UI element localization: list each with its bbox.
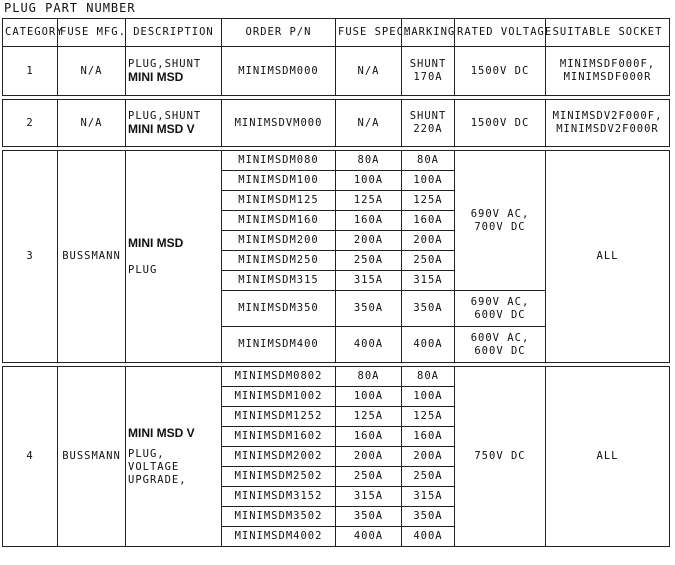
fuse-spec-cell: 200A bbox=[336, 447, 402, 467]
order-pn-cell: MINIMSDM3502 bbox=[222, 507, 336, 527]
voltage-line: 690V AC, bbox=[470, 207, 530, 220]
fuse-mfg-cell: N/A bbox=[58, 100, 126, 147]
voltage-line: 690V AC, bbox=[470, 295, 530, 308]
rated-voltage-cell: 750V DC bbox=[455, 367, 546, 547]
fuse-spec-cell: 315A bbox=[336, 487, 402, 507]
order-pn-cell: MINIMSDM400 bbox=[222, 327, 336, 363]
rated-voltage-cell: 1500V DC bbox=[455, 47, 546, 96]
fuse-spec-cell: 250A bbox=[336, 467, 402, 487]
fuse-spec-cell: 315A bbox=[336, 271, 402, 291]
order-pn-cell: MINIMSDM125 bbox=[222, 191, 336, 211]
fuse-spec-cell: N/A bbox=[336, 47, 402, 96]
description-text: UPGRADE, bbox=[128, 473, 187, 486]
description-text: PLUG,SHUNT bbox=[128, 58, 202, 70]
header-description: DESCRIPTION bbox=[126, 19, 222, 47]
marking-cell: 400A bbox=[402, 327, 455, 363]
marking-cell: 315A bbox=[402, 487, 455, 507]
socket-line: MINIMSDV2F000R bbox=[556, 123, 659, 135]
order-pn-cell: MINIMSDM1602 bbox=[222, 427, 336, 447]
header-suitable-socket: SUITABLE SOCKET bbox=[546, 19, 670, 47]
marking-cell: 250A bbox=[402, 467, 455, 487]
category-cell: 3 bbox=[3, 151, 58, 363]
marking-cell: 100A bbox=[402, 171, 455, 191]
marking-cell: 400A bbox=[402, 527, 455, 547]
voltage-line: 600V DC bbox=[474, 308, 526, 321]
marking-line: SHUNT bbox=[409, 58, 447, 70]
fuse-spec-cell: 100A bbox=[336, 387, 402, 407]
fuse-spec-cell: 350A bbox=[336, 291, 402, 327]
marking-cell: 125A bbox=[402, 407, 455, 427]
fuse-spec-cell: 250A bbox=[336, 251, 402, 271]
header-fuse-mfg: FUSE MFG. bbox=[58, 19, 126, 47]
header-rated-voltage: RATED VOLTAGE bbox=[455, 19, 546, 47]
fuse-spec-cell: 100A bbox=[336, 171, 402, 191]
fuse-mfg-cell: N/A bbox=[58, 47, 126, 96]
table-row-category-1 bbox=[3, 47, 670, 96]
marking-line: 170A bbox=[413, 71, 443, 83]
marking-cell: 350A bbox=[402, 507, 455, 527]
marking-cell: 125A bbox=[402, 191, 455, 211]
order-pn-cell: MINIMSDM100 bbox=[222, 171, 336, 191]
socket-line: MINIMSDV2F000F, bbox=[552, 110, 663, 122]
page-title: PLUG PART NUMBER bbox=[4, 1, 136, 15]
order-pn-cell: MINIMSDM350 bbox=[222, 291, 336, 327]
voltage-line: 600V DC bbox=[474, 344, 526, 357]
socket-cell: ALL bbox=[546, 367, 670, 547]
marking-cell: 80A bbox=[402, 367, 455, 387]
marking-cell: 160A bbox=[402, 427, 455, 447]
order-pn-cell: MINIMSDM080 bbox=[222, 151, 336, 171]
header-order-pn: ORDER P/N bbox=[222, 19, 336, 47]
header-marking: MARKING bbox=[402, 19, 455, 47]
fuse-spec-cell: 200A bbox=[336, 231, 402, 251]
table-row-category-2 bbox=[3, 100, 670, 147]
fuse-spec-cell: N/A bbox=[336, 100, 402, 147]
header-category: CATEGORY bbox=[3, 19, 58, 47]
voltage-line: 600V AC, bbox=[470, 331, 530, 344]
order-pn-cell: MINIMSDM3152 bbox=[222, 487, 336, 507]
marking-line: 220A bbox=[413, 123, 443, 135]
description-cell bbox=[126, 100, 222, 147]
order-pn-cell: MINIMSDM0802 bbox=[222, 367, 336, 387]
fuse-spec-cell: 160A bbox=[336, 427, 402, 447]
socket-line: MINIMSDF000R bbox=[563, 71, 652, 83]
marking-cell: 200A bbox=[402, 447, 455, 467]
socket-cell bbox=[546, 47, 670, 96]
marking-cell: 80A bbox=[402, 151, 455, 171]
socket-cell: ALL bbox=[546, 151, 670, 363]
category-cell: 4 bbox=[3, 367, 58, 547]
rated-voltage-cell bbox=[455, 327, 546, 363]
order-pn-cell: MINIMSDVM000 bbox=[222, 100, 336, 147]
description-cell bbox=[126, 151, 222, 363]
description-cell bbox=[126, 47, 222, 96]
marking-cell: 350A bbox=[402, 291, 455, 327]
category-cell: 1 bbox=[3, 47, 58, 96]
fuse-spec-cell: 400A bbox=[336, 327, 402, 363]
marking-cell: 200A bbox=[402, 231, 455, 251]
marking-cell: 100A bbox=[402, 387, 455, 407]
description-text: VOLTAGE bbox=[128, 460, 180, 473]
marking-line: SHUNT bbox=[409, 110, 447, 122]
order-pn-cell: MINIMSDM200 bbox=[222, 231, 336, 251]
fuse-spec-cell: 80A bbox=[336, 151, 402, 171]
rated-voltage-cell: 1500V DC bbox=[455, 100, 546, 147]
rated-voltage-cell bbox=[455, 151, 546, 291]
order-pn-cell: MINIMSDM4002 bbox=[222, 527, 336, 547]
marking-cell: 160A bbox=[402, 211, 455, 231]
marking-cell bbox=[402, 100, 455, 147]
description-product: MINI MSD bbox=[128, 235, 184, 250]
table-row bbox=[3, 151, 670, 171]
order-pn-cell: MINIMSDM2002 bbox=[222, 447, 336, 467]
socket-cell bbox=[546, 100, 670, 147]
order-pn-cell: MINIMSDM315 bbox=[222, 271, 336, 291]
order-pn-cell: MINIMSDM000 bbox=[222, 47, 336, 96]
description-text: PLUG,SHUNT bbox=[128, 110, 202, 122]
fuse-mfg-cell: BUSSMANN bbox=[58, 367, 126, 547]
category-cell: 2 bbox=[3, 100, 58, 147]
order-pn-cell: MINIMSDM2502 bbox=[222, 467, 336, 487]
order-pn-cell: MINIMSDM160 bbox=[222, 211, 336, 231]
fuse-mfg-cell: BUSSMANN bbox=[58, 151, 126, 363]
marking-cell bbox=[402, 47, 455, 96]
fuse-spec-cell: 125A bbox=[336, 407, 402, 427]
description-text: PLUG bbox=[128, 263, 158, 276]
header-fuse-spec: FUSE SPEC. bbox=[336, 19, 402, 47]
marking-cell: 315A bbox=[402, 271, 455, 291]
fuse-spec-cell: 400A bbox=[336, 527, 402, 547]
socket-line: MINIMSDF000F, bbox=[559, 58, 656, 70]
rated-voltage-cell bbox=[455, 291, 546, 327]
marking-cell: 250A bbox=[402, 251, 455, 271]
description-text: PLUG, bbox=[128, 447, 165, 460]
description-product: MINI MSD V bbox=[128, 122, 195, 136]
fuse-spec-cell: 80A bbox=[336, 367, 402, 387]
order-pn-cell: MINIMSDM1252 bbox=[222, 407, 336, 427]
description-product: MINI MSD bbox=[128, 70, 184, 84]
header-row bbox=[3, 19, 670, 47]
fuse-spec-cell: 160A bbox=[336, 211, 402, 231]
order-pn-cell: MINIMSDM250 bbox=[222, 251, 336, 271]
table-row bbox=[3, 367, 670, 387]
plug-part-number-table bbox=[2, 18, 670, 547]
voltage-line: 700V DC bbox=[474, 220, 526, 233]
order-pn-cell: MINIMSDM1002 bbox=[222, 387, 336, 407]
fuse-spec-cell: 350A bbox=[336, 507, 402, 527]
fuse-spec-cell: 125A bbox=[336, 191, 402, 211]
description-cell bbox=[126, 367, 222, 547]
description-product: MINI MSD V bbox=[128, 425, 195, 440]
